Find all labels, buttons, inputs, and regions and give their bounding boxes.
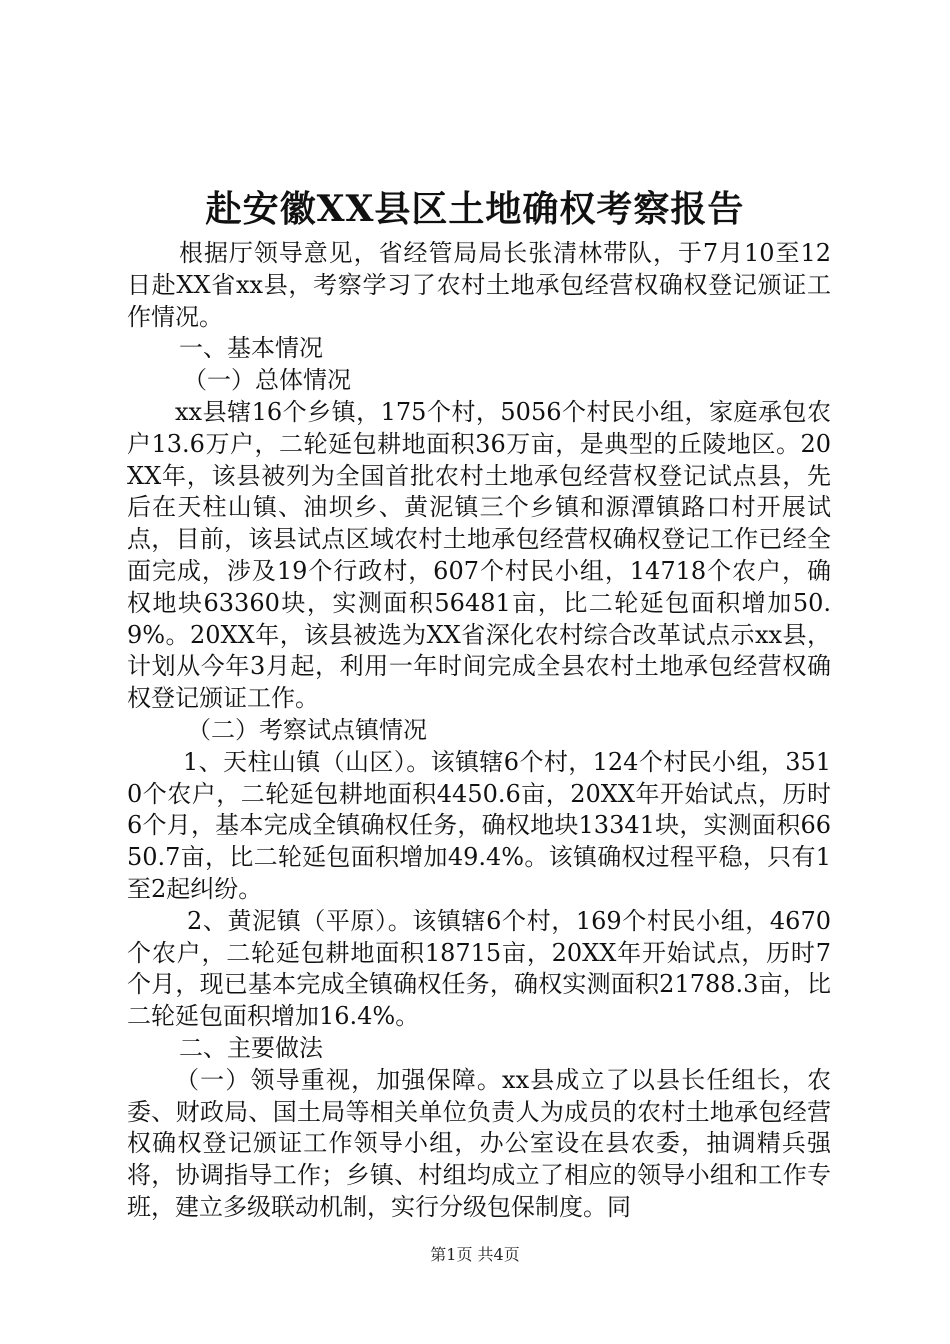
paragraph-overall: xx县辖16个乡镇，175个村，5056个村民小组，家庭承包农户13.6万户，二轮延包耕地面积36万亩，是典型的丘陵地区。20XX年，该县被列为全国首批农村土地承包经营权登记试点县，先后在天柱山镇、油坝乡、黄泥镇三个乡镇和源潭镇路口村开展试点，目前，该县试点区域农村土地承包经营权确权登记工作已经全面完成，涉及19个行政村，607个村民小组，14718个农户，确权地块63360块，实测面积56481亩，比二轮延包面积增加50.9%。20XX年，该县被选为XX省深化农村综合改革试点示xx县，计划从今年3月起，利用一年时间完成全县农村土地承包经营权确权登记颁证工作。 [127, 397, 831, 713]
document-body [127, 238, 831, 1224]
paragraph-huangni: 2、黄泥镇（平原）。该镇辖6个村，169个村民小组，4670个农户，二轮延包耕地面积18715亩，20XX年开始试点，历时7个月，现已基本完成全镇确权任务，确权实测面积21788.3亩，比二轮延包面积增加16.4%。 [127, 906, 831, 1031]
heading-main-practices: 二、主要做法 [179, 1033, 323, 1062]
heading-overall-situation: （一）总体情况 [183, 366, 351, 395]
document-title: 赴安徽XX县区土地确权考察报告 [205, 188, 745, 230]
page-footer: 第1页 共4页 [430, 1245, 520, 1264]
paragraph-leadership: （一）领导重视，加强保障。xx县成立了以县长任组长，农委、财政局、国土局等相关单位负责人为成员的农村土地承包经营权确权登记颁证工作领导小组，办公室设在县农委，抽调精兵强将，协调指导工作；乡镇、村组均成立了相应的领导小组和工作专班，建立多级联动机制，实行分级包保制度。同 [127, 1065, 831, 1221]
paragraph-tianzhushan: 1、天柱山镇（山区）。该镇辖6个村，124个村民小组，3510个农户，二轮延包耕地面积4450.6亩，20XX年开始试点，历时6个月，基本完成全镇确权任务，确权地块13341块，实测面积6650.7亩，比二轮延包面积增加49.4%。该镇确权过程平稳，只有1至2起纠纷。 [127, 747, 831, 903]
paragraph-intro: 根据厅领导意见，省经管局局长张清林带队，于7月10至12日赴XX省xx县，考察学习了农村土地承包经营权确权登记颁证工作情况。 [127, 239, 831, 331]
heading-basic-situation: 一、基本情况 [179, 334, 323, 363]
heading-pilot-towns: （二）考察试点镇情况 [187, 715, 427, 744]
